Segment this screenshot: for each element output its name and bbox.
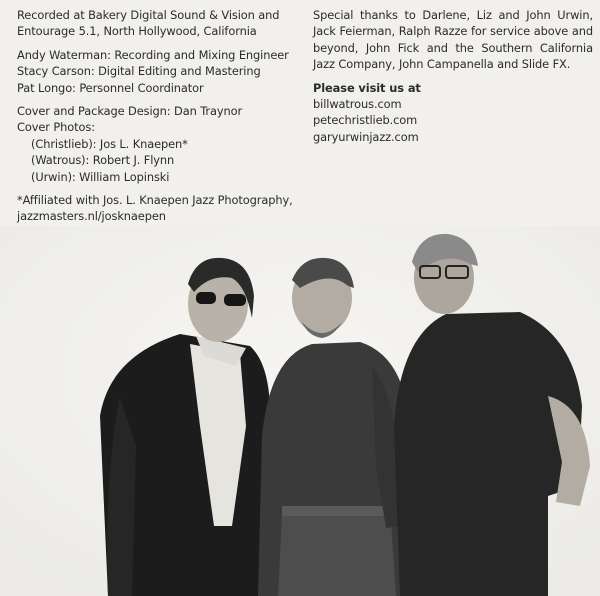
link-garyurwinjazz[interactable]: garyurwinjazz.com xyxy=(313,129,419,144)
photo-credit-christlieb: (Christlieb): Jos L. Knaepen* xyxy=(31,136,188,151)
engineer-credit: Andy Waterman: Recording and Mixing Engineer xyxy=(17,47,289,62)
photo-credit-watrous: (Watrous): Robert J. Flynn xyxy=(31,153,175,168)
design-credit: Cover and Package Design: Dan Traynor xyxy=(17,104,243,119)
footnote-line-2: jazzmasters.nl/josknaepen xyxy=(17,209,166,224)
footnote-line-1: *Affiliated with Jos. L. Knaepen Jazz Photography, xyxy=(17,193,293,208)
recorded-line-2: Entourage 5.1, North Hollywood, California xyxy=(17,24,257,39)
thanks-column xyxy=(313,7,593,145)
link-petechristlieb[interactable]: petechristlieb.com xyxy=(313,113,418,128)
mastering-credit: Stacy Carson: Digital Editing and Mastering xyxy=(17,64,261,79)
credits-column xyxy=(17,7,302,225)
link-billwatrous[interactable]: billwatrous.com xyxy=(313,97,402,112)
group-photo xyxy=(0,226,600,596)
special-thanks: Special thanks to Darlene, Liz and John Urwin, Jack Feierman, Ralph Razze for service above and beyond, John Fick and the Southern California Jazz Company, John Campanella and Slide FX. xyxy=(313,8,593,72)
coordinator-credit: Pat Longo: Personnel Coordinator xyxy=(17,80,204,95)
recorded-line-1: Recorded at Bakery Digital Sound & Vision and xyxy=(17,8,280,22)
photo-credit-urwin: (Urwin): William Lopinski xyxy=(31,169,170,184)
visit-heading: Please visit us at xyxy=(313,80,421,95)
photos-heading: Cover Photos: xyxy=(17,120,95,135)
